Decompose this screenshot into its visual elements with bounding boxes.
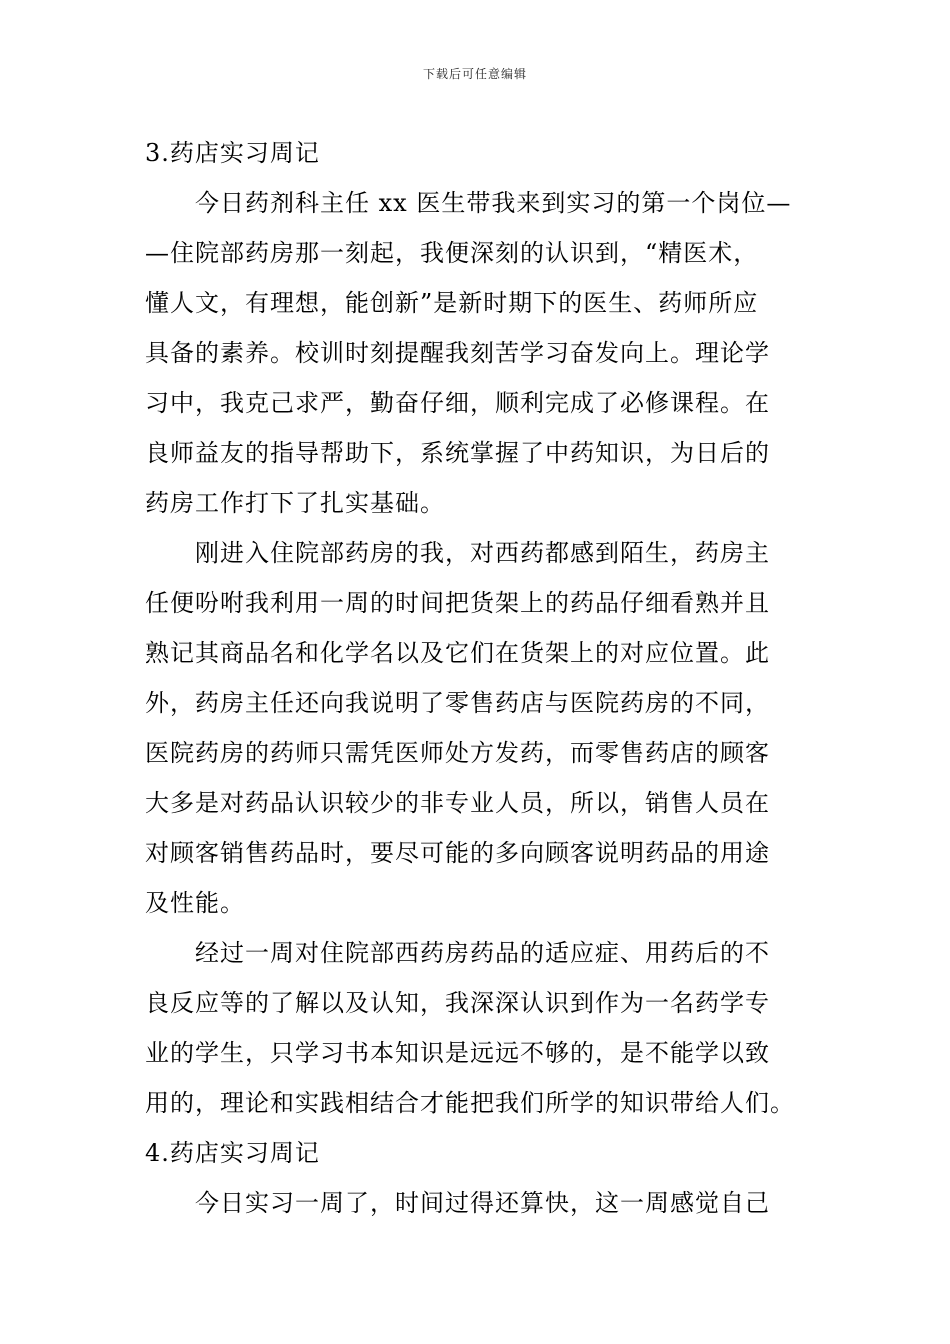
section-title-3: 3.药店实习周记 (145, 139, 320, 167)
paragraph-line: 习中，我克己求严，勤奋仔细，顺利完成了必修课程。在 (145, 389, 770, 417)
paragraph-line: 懂人文，有理想，能创新”是新时期下的医生、药师所应 (145, 289, 759, 317)
paragraph-line: 业的学生，只学习书本知识是远远不够的，是不能学以致 (145, 1039, 770, 1067)
paragraph-line: 及性能。 (145, 889, 245, 917)
paragraph-line: 外，药房主任还向我说明了零售药店与医院药房的不同， (145, 689, 770, 717)
paragraph-line: 具备的素养。校训时刻提醒我刻苦学习奋发向上。理论学 (145, 339, 770, 367)
paragraph-line: 熟记其商品名和化学名以及它们在货架上的对应位置。此 (145, 639, 770, 667)
paragraph-line: 经过一周对住院部西药房药品的适应症、用药后的不 (145, 939, 770, 967)
paragraph-line: 刚进入住院部药房的我，对西药都感到陌生，药房主 (145, 539, 770, 567)
paragraph-line: 用的，理论和实践相结合才能把我们所学的知识带给人们。 (145, 1089, 795, 1117)
paragraph-line: 大多是对药品认识较少的非专业人员，所以，销售人员在 (145, 789, 770, 817)
header-note: 下载后可任意编辑 (422, 67, 527, 81)
section-title-4: 4.药店实习周记 (145, 1139, 320, 1167)
paragraph-line: 今日药剂科主任 xx 医生带我来到实习的第一个岗位— (145, 189, 792, 217)
paragraph-line: —住院部药房那一刻起，我便深刻的认识到，“精医术， (145, 239, 759, 267)
paragraph-line: 对顾客销售药品时，要尽可能的多向顾客说明药品的用途 (145, 839, 770, 867)
paragraph-line: 良反应等的了解以及认知，我深深认识到作为一名药学专 (145, 989, 770, 1017)
paragraph-line: 良师益友的指导帮助下，系统掌握了中药知识，为日后的 (145, 439, 770, 467)
paragraph-line: 今日实习一周了，时间过得还算快，这一周感觉自己 (145, 1189, 770, 1217)
paragraph-line: 任便吩咐我利用一周的时间把货架上的药品仔细看熟并且 (145, 589, 770, 617)
document-body (145, 128, 810, 1228)
paragraph-line: 医院药房的药师只需凭医师处方发药，而零售药店的顾客 (145, 739, 770, 767)
paragraph-line: 药房工作打下了扎实基础。 (145, 489, 445, 517)
